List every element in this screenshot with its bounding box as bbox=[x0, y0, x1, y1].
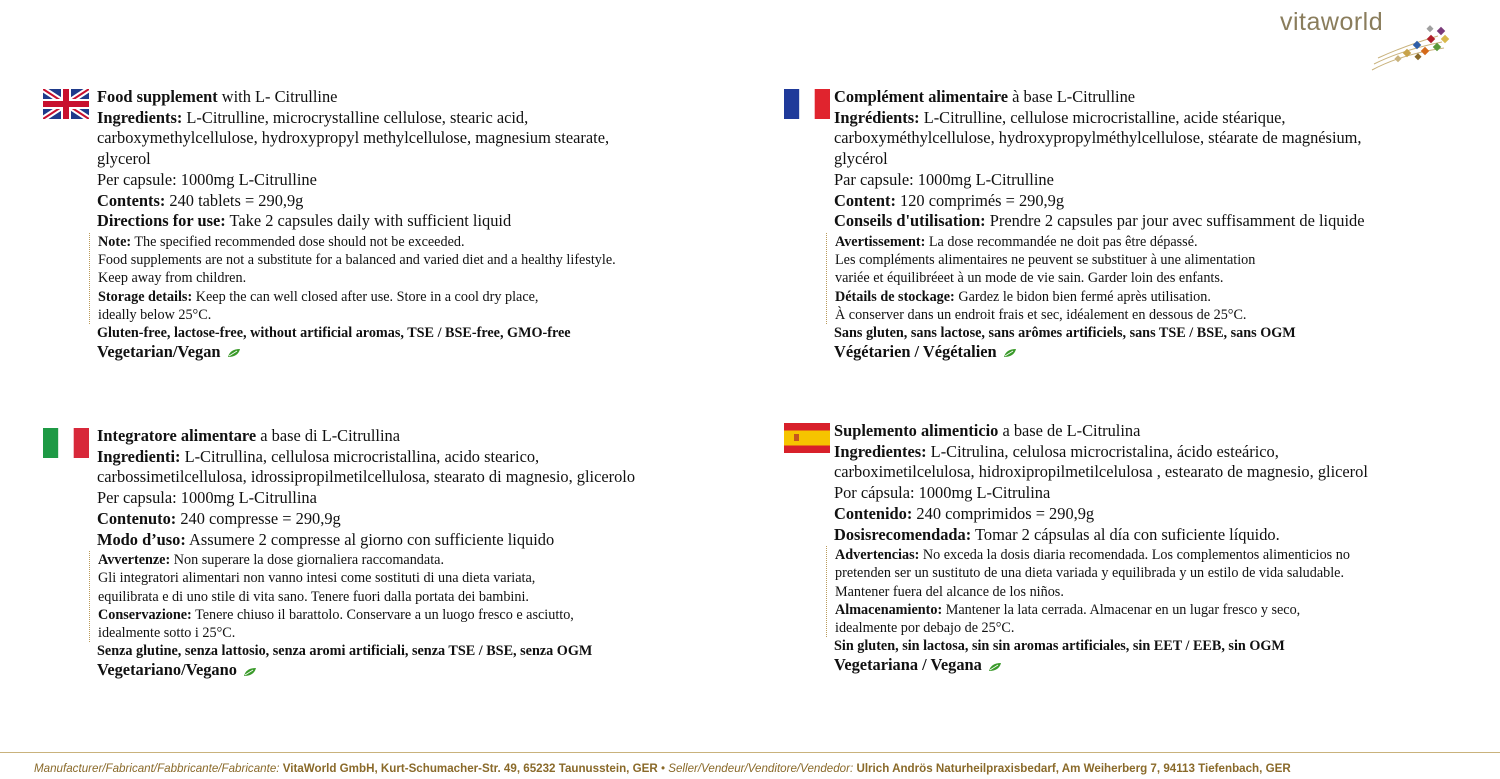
en-ingredients-line3: glycerol bbox=[97, 149, 151, 169]
en-notes bbox=[89, 233, 616, 324]
italy-flag-icon bbox=[43, 428, 89, 458]
fr-storage: Détails de stockage: Gardez le bidon bien fermé après utilisation. bbox=[835, 288, 1211, 305]
fr-contents: Content: 120 comprimés = 290,9g bbox=[834, 190, 1065, 210]
fr-title: Complément alimentaire à base L-Citrulline bbox=[834, 87, 1136, 106]
leaf-icon bbox=[227, 348, 241, 358]
it-storage-line2: idealmente sotto i 25°C. bbox=[98, 625, 236, 642]
it-ingredients-line2: carbossimetilcellulosa, idrossipropilmetilcellulosa, stearato di magnesio, glicerolo bbox=[97, 467, 636, 487]
uk-flag-icon bbox=[43, 89, 89, 119]
footer-separator: • bbox=[657, 762, 669, 775]
en-per-capsule: Per capsule: 1000mg L-Citrulline bbox=[97, 169, 317, 189]
footer-text bbox=[34, 762, 1291, 775]
logo-mosaic-icon bbox=[1280, 6, 1450, 72]
es-contents: Contenido: 240 comprimidos = 290,9g bbox=[834, 503, 1095, 523]
fr-note-line2: Les compléments alimentaires ne peuvent se substituer à une alimentation bbox=[835, 252, 1256, 269]
en-storage-line2: ideally below 25°C. bbox=[98, 306, 212, 323]
spain-flag-icon bbox=[784, 423, 830, 453]
it-notes bbox=[89, 551, 635, 642]
en-free-from: Gluten-free, lactose-free, without artificial aromas, TSE / BSE-free, GMO-free bbox=[97, 324, 571, 341]
en-note-line2: Food supplements are not a substitute for a balanced and varied diet and a healthy lifestyle. bbox=[98, 252, 616, 269]
es-note: Advertencias: No exceda la dosis diaria recomendada. Los complementos alimenticios no bbox=[835, 547, 1350, 564]
en-ingredients: Ingredients: L-Citrulline, microcrystalline cellulose, stearic acid, bbox=[97, 107, 529, 127]
it-ingredients: Ingredienti: L-Citrullina, cellulosa microcristallina, acido stearico, bbox=[97, 446, 540, 466]
it-storage: Conservazione: Tenere chiuso il barattolo. Conservare a un luogo fresco e asciutto, bbox=[98, 606, 574, 623]
en-storage: Storage details: Keep the can well closed after use. Store in a cool dry place, bbox=[98, 288, 539, 305]
france-flag-icon bbox=[784, 89, 830, 119]
seller-label: Seller/Vendeur/Venditore/Vendedor: bbox=[668, 762, 854, 775]
leaf-icon bbox=[243, 667, 257, 677]
en-ingredients-line2: carboxymethylcellulose, hydroxypropyl methylcellulose, magnesium stearate, bbox=[97, 128, 610, 148]
vitaworld-logo bbox=[1280, 6, 1450, 72]
english-section bbox=[97, 87, 616, 363]
it-title: Integratore alimentare a base di L-Citrullina bbox=[97, 426, 400, 445]
es-vegan: Vegetariana / Vegana bbox=[834, 655, 1368, 676]
leaf-icon bbox=[1003, 348, 1017, 358]
fr-ingredients-line3: glycérol bbox=[834, 149, 888, 169]
fr-note: Avertissement: La dose recommandée ne doit pas être dépassé. bbox=[835, 233, 1198, 250]
fr-note-line3: variée et équilibréeet à un mode de vie sain. Garder loin des enfants. bbox=[835, 270, 1224, 287]
it-note-line3: equilibrata e di uno stile di vita sano. Tenere fuori dalla portata dei bambini. bbox=[98, 588, 529, 605]
italian-section bbox=[97, 426, 635, 681]
fr-free-from: Sans gluten, sans lactose, sans arômes artificiels, sans TSE / BSE, sans OGM bbox=[834, 324, 1296, 341]
fr-storage-line2: À conserver dans un endroit frais et sec, idéalement en dessous de 25°C. bbox=[835, 306, 1247, 323]
spanish-section bbox=[834, 421, 1368, 676]
es-per-capsule: Por cápsula: 1000mg L-Citrulina bbox=[834, 483, 1051, 503]
es-notes bbox=[826, 546, 1368, 637]
fr-directions: Conseils d'utilisation: Prendre 2 capsules par jour avec suffisamment de liquide bbox=[834, 211, 1365, 231]
es-storage-line2: idealmente por debajo de 25°C. bbox=[835, 620, 1015, 637]
en-note-line3: Keep away from children. bbox=[98, 270, 247, 287]
it-vegan: Vegetariano/Vegano bbox=[97, 660, 635, 681]
fr-ingredients-line2: carboxyméthylcellulose, hydroxypropylméthylcellulose, stéarate de magnésium, bbox=[834, 128, 1362, 148]
fr-notes bbox=[826, 233, 1365, 324]
en-title: Food supplement with L- Citrulline bbox=[97, 87, 338, 106]
es-directions: Dosisrecomendada: Tomar 2 cápsulas al día con suficiente líquido. bbox=[834, 524, 1280, 544]
it-per-capsule: Per capsula: 1000mg L-Citrullina bbox=[97, 488, 317, 508]
footer bbox=[0, 752, 1500, 779]
es-note-line2: pretenden ser un sustituto de una dieta variada y equilibrada y un estilo de vida saludable. bbox=[835, 565, 1345, 582]
fr-vegan: Végétarien / Végétalien bbox=[834, 342, 1365, 363]
manufacturer-label: Manufacturer/Fabricant/Fabbricante/Fabricante: bbox=[34, 762, 280, 775]
it-note: Avvertenze: Non superare la dose giornaliera raccomandata. bbox=[98, 552, 444, 569]
en-contents: Contents: 240 tablets = 290,9g bbox=[97, 190, 304, 210]
en-vegan: Vegetarian/Vegan bbox=[97, 342, 616, 363]
fr-ingredients: Ingrédients: L-Citrulline, cellulose microcristalline, acide stéarique, bbox=[834, 107, 1286, 127]
es-title: Suplemento alimenticio a base de L-Citrulina bbox=[834, 421, 1141, 440]
it-directions: Modo d’uso: Assumere 2 compresse al giorno con sufficiente liquido bbox=[97, 529, 555, 549]
es-note-line3: Mantener fuera del alcance de los niños. bbox=[835, 583, 1064, 600]
logo-text: vitaworld bbox=[1280, 8, 1384, 36]
es-ingredients: Ingredientes: L-Citrulina, celulosa microcristalina, ácido esteárico, bbox=[834, 441, 1279, 461]
es-ingredients-line2: carboximetilcelulosa, hidroxipropilmetilcelulosa , estearato de magnesio, glicerol bbox=[834, 462, 1368, 482]
french-section bbox=[834, 87, 1365, 363]
it-contents: Contenuto: 240 compresse = 290,9g bbox=[97, 508, 341, 528]
it-note-line2: Gli integratori alimentari non vanno intesi come sostituti di una dieta variata, bbox=[98, 570, 536, 587]
manufacturer-value: VitaWorld GmbH, Kurt-Schumacher-Str. 49, 65232 Taunusstein, GER bbox=[279, 762, 658, 775]
it-free-from: Senza glutine, senza lattosio, senza aromi artificiali, senza TSE / BSE, senza OGM bbox=[97, 643, 593, 660]
en-note: Note: The specified recommended dose should not be exceeded. bbox=[98, 233, 465, 250]
fr-per-capsule: Par capsule: 1000mg L-Citrulline bbox=[834, 169, 1054, 189]
en-directions: Directions for use: Take 2 capsules daily with sufficient liquid bbox=[97, 211, 512, 231]
es-free-from: Sin gluten, sin lactosa, sin sin aromas artificiales, sin EET / EEB, sin OGM bbox=[834, 638, 1285, 655]
seller-value: Ulrich Andrös Naturheilpraxisbedarf, Am Weiherberg 7, 94113 Tiefenbach, GER bbox=[853, 762, 1291, 775]
leaf-icon bbox=[988, 662, 1002, 672]
es-storage: Almacenamiento: Mantener la lata cerrada. Almacenar en un lugar fresco y seco, bbox=[835, 601, 1301, 618]
